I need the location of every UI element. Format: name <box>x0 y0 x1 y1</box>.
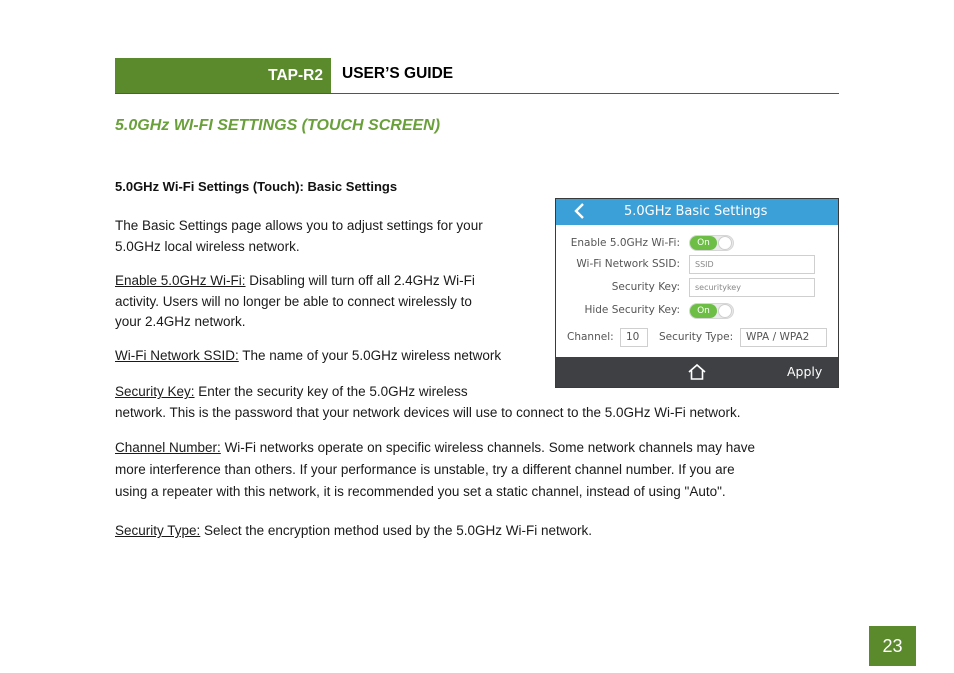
channel-paragraph <box>115 437 755 503</box>
key-line-2: network. This is the password that your network devices will use to connect to the 5.0GHz Wi-Fi network. <box>115 404 741 420</box>
enable-line-3: your 2.4GHz network. <box>115 314 246 329</box>
key-line-1: Enter the security key of the 5.0GHz wireless <box>194 384 468 399</box>
hide-key-label: Hide Security Key: <box>584 304 680 316</box>
enable-wifi-toggle[interactable] <box>689 235 734 251</box>
screen-footer <box>556 357 838 387</box>
toggle-knob <box>718 304 732 318</box>
ssid-paragraph <box>115 346 501 367</box>
touch-screen-figure <box>555 198 839 388</box>
ssid-text: The name of your 5.0GHz wireless network <box>238 348 502 363</box>
intro-line-1: The Basic Settings page allows you to adjust settings for your <box>115 218 483 233</box>
enable-wifi-label: Enable 5.0GHz Wi-Fi: <box>570 237 680 249</box>
enable-line-2: activity. Users will no longer be able to connect wirelessly to <box>115 293 472 309</box>
home-icon[interactable] <box>687 363 707 381</box>
channel-select[interactable]: 10 <box>620 328 648 347</box>
ssid-input[interactable]: SSID <box>689 255 815 274</box>
enable-line-1: Disabling will turn off all 2.4GHz Wi-Fi <box>245 273 475 288</box>
back-chevron-icon[interactable] <box>572 201 588 221</box>
security-key-input[interactable]: securitykey <box>689 278 815 297</box>
apply-button[interactable]: Apply <box>787 364 823 379</box>
type-paragraph <box>115 521 592 542</box>
section-title: 5.0GHz WI-FI SETTINGS (TOUCH SCREEN) <box>115 117 441 134</box>
ssid-label: Wi-Fi Network SSID: <box>576 258 680 270</box>
security-type-select[interactable]: WPA / WPA2 <box>740 328 827 347</box>
screen-title-bar <box>556 199 838 225</box>
enable-wifi-toggle-state: On <box>690 236 717 250</box>
hide-key-toggle[interactable] <box>689 303 734 319</box>
ssid-term: Wi-Fi Network SSID: <box>115 348 239 363</box>
type-text: Select the encryption method used by the 5.0GHz Wi-Fi network. <box>200 523 592 538</box>
type-term: Security Type: <box>115 523 201 538</box>
channel-label: Channel: <box>567 331 614 343</box>
header-model: TAP-R2 <box>268 66 323 84</box>
channel-line-3: using a repeater with this network, it is recommended you set a static channel, instead of using "Auto". <box>115 484 726 499</box>
screen-title: 5.0GHz Basic Settings <box>624 204 768 219</box>
header-guide-title: USER’S GUIDE <box>342 65 454 82</box>
security-type-label: Security Type: <box>659 331 734 343</box>
header-divider <box>115 93 839 94</box>
subsection-title: 5.0GHz Wi-Fi Settings (Touch): Basic Settings <box>115 179 398 194</box>
channel-line-2: more interference than others. If your performance is unstable, try a different channel number. If you are <box>115 462 735 477</box>
enable-term: Enable 5.0GHz Wi-Fi: <box>115 273 246 288</box>
security-key-label: Security Key: <box>611 281 680 293</box>
intro-paragraph <box>115 216 483 257</box>
toggle-knob <box>718 236 732 250</box>
hide-key-toggle-state: On <box>690 304 717 318</box>
intro-line-2: 5.0GHz local wireless network. <box>115 238 300 254</box>
enable-paragraph <box>115 271 475 333</box>
page-number: 23 <box>869 626 916 666</box>
channel-term: Channel Number: <box>115 440 221 455</box>
header-model-block <box>115 58 331 93</box>
channel-line-1: Wi-Fi networks operate on specific wireless channels. Some network channels may have <box>220 440 756 455</box>
key-term: Security Key: <box>115 384 195 399</box>
key-paragraph <box>115 382 741 423</box>
